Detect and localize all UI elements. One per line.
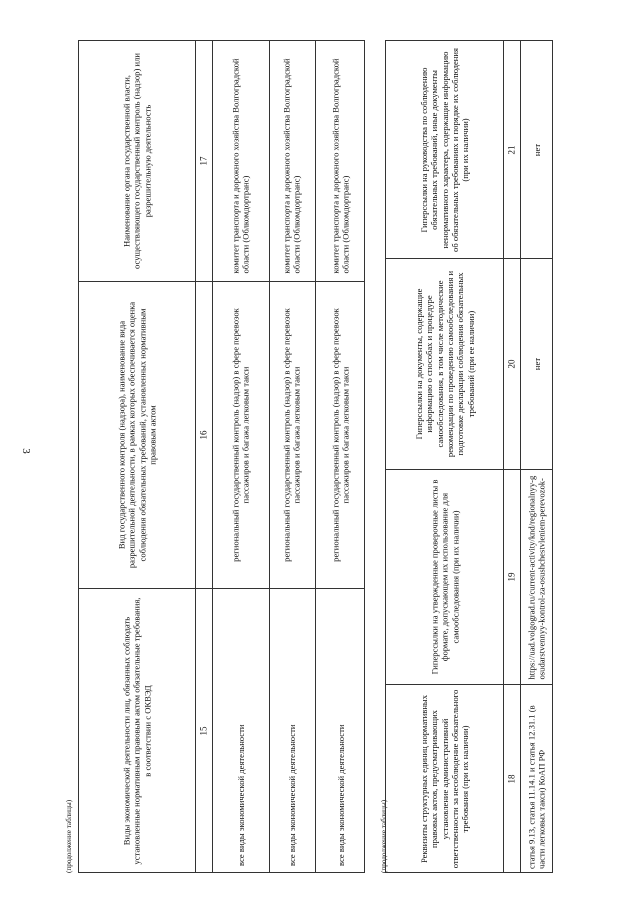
t1-header-col17: Наименование органа государственной власти, осуществляющего государственный контроль (надзор) или разрешительную деятельность (121, 53, 153, 269)
t2-row1-col21: нет (531, 143, 542, 156)
t2-header-col20: Гиперссылки на документы, содержащие информацию о способах и процедуре самообследования, в том числе методические рекомендации по проведению самообследования и подготовке декларации соблюдения обязательных требований (при ее наличии) (413, 270, 476, 457)
t2-row1-col18: статья 9.13, статья 11.14.1 и статья 12.31.1 (в части легковых такси) КоАП РФ (526, 705, 547, 869)
t1-row1-col17: комитет транспорта и дорожного хозяйства Волгоградской области (Облкомдортранс) (230, 58, 251, 274)
page-number: 3 (19, 448, 32, 454)
table-1 (78, 40, 365, 873)
t1-row2-col16: региональный государственный контроль (надзор) в сфере перевозок пассажиров и багажа легковым такси (281, 307, 302, 562)
continuation-label-1: (продолжение таблицы) (65, 799, 73, 873)
t1-header-col15: Виды экономической деятельности лиц, обязанных соблюдать установленные нормативным правовым актом обязательные требования, в соответствии с ОКВЭД (121, 597, 153, 865)
t1-row1-col16: региональный государственный контроль (надзор) в сфере перевозок пассажиров и багажа легковым такси (230, 307, 251, 562)
t2-num-18: 18 (506, 774, 517, 784)
t1-num-15: 15 (198, 726, 209, 736)
t1-row3-col15: все виды экономической деятельности (335, 724, 346, 866)
t1-row1-col15: все виды экономической деятельности (235, 724, 246, 866)
t2-row1-col19-link[interactable]: https://uad.volgograd.ru/current-activity/knd/regionalnyy-gosudarstvennyy-kontrol-za-osushchestvleniem-perevozok- (526, 475, 547, 679)
t2-row1-col20: нет (531, 357, 542, 370)
t2-num-19: 19 (506, 572, 517, 581)
t1-row3-col17: комитет транспорта и дорожного хозяйства Волгоградской области (Облкомдортранс) (330, 58, 351, 274)
t1-row2-col17: комитет транспорта и дорожного хозяйства Волгоградской области (Облкомдортранс) (281, 58, 302, 274)
continuation-label-2: (продолжение таблицы) (380, 799, 388, 873)
t2-header-col21: Гиперссылки на руководства по соблюдению обязательных требований, иные документы ненормативного характера, содержащие информацию об обязательных требованиях и порядке их соблюдения (при их наличии) (418, 47, 470, 252)
table-2 (385, 40, 553, 873)
t1-num-16: 16 (198, 430, 209, 439)
t1-row2-col15: все виды экономической деятельности (286, 724, 297, 866)
t2-num-21: 21 (506, 145, 517, 154)
t1-header-col16: Вид государственного контроля (надзора), наименование вида разрешительной деятельности, в рамках которых обеспечивается оценка соблюдения обязательных требований, установленных нормативным правовым актом (116, 301, 158, 568)
t2-header-col19: Гиперссылки на утвержденные проверочные листы в формате, допускающем их использование для самообследования (при их наличии) (429, 479, 460, 674)
t1-row3-col16: региональный государственный контроль (надзор) в сфере перевозок пассажиров и багажа легковым такси (330, 307, 351, 562)
t2-header-col18: Реквизиты структурных единиц нормативных правовых актов, предусматривающих установление административной ответственности за несоблюдение обязательного требования (при их наличии) (418, 689, 470, 869)
t1-num-17: 17 (198, 156, 209, 166)
t2-num-20: 20 (506, 359, 517, 368)
